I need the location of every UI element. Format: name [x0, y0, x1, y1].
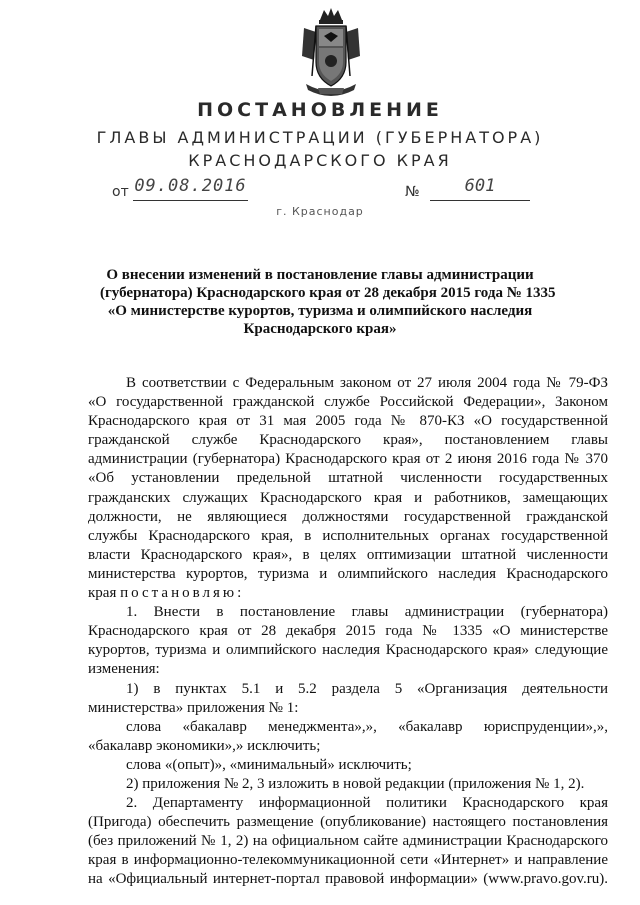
title-line: «О министерстве курортов, туризма и олимпийского наследия — [107, 303, 533, 319]
subitem-1-line: 1) в пунктах 5.1 и 5.2 раздела 5 «Организация деятельности — [126, 680, 608, 697]
body-line: службы Краснодарского края, в исполнительных органах государственной — [88, 527, 608, 544]
body-line — [88, 584, 608, 603]
subitem-1-line: министерства» приложения № 1: — [88, 699, 299, 716]
body-line: министерства курортов, туризма и олимпийского наследия Краснодарского — [88, 565, 608, 582]
body-line: гражданских служащих Краснодарского края и работников, замещающих — [88, 489, 608, 506]
words-line: «бакалавр экономики»,» исключить; — [88, 737, 321, 754]
words-line: слова «бакалавр менеджмента»,», «бакалавр юриспруденции»,», — [126, 718, 608, 735]
document-date: 09.08.2016 — [133, 176, 248, 201]
item-2-line: на «Официальный интернет-портал правовой информации» (www.pravo.gov.ru). — [88, 871, 608, 888]
item-2-line: (без приложений № 1, 2) на официальном сайте администрации Краснодарского — [88, 833, 608, 850]
item-1-line: курортов, туризма и олимпийского наследия Краснодарского края» следующие — [88, 642, 608, 659]
body-line: «Об установлении предельной штатной численности государственных — [88, 470, 608, 487]
resolve-word: постановляю: — [120, 585, 245, 602]
body-line: Краснодарского края от 31 мая 2005 года № 870-КЗ «О государственной — [88, 413, 608, 430]
resolve-prefix: края — [88, 585, 117, 602]
item-1-line: Краснодарского края от 28 декабря 2015 года № 1335 «О министерстве — [88, 623, 608, 640]
body-line: администрации (губернатора) Краснодарского края от 2 июня 2016 года № 370 — [88, 451, 608, 468]
document-body — [88, 374, 608, 890]
title-line: Краснодарского края» — [243, 321, 397, 337]
title-line: О внесении изменений в постановление главы администрации — [106, 267, 534, 283]
document-type-heading: ПОСТАНОВЛЕНИЕ — [197, 99, 443, 121]
date-prefix: от — [112, 184, 129, 200]
item-1-line: 1. Внести в постановление главы администрации (губернатора) — [126, 604, 608, 621]
date-number-line — [0, 176, 640, 204]
document-number: 601 — [430, 176, 530, 201]
issuer-heading: ГЛАВЫ АДМИНИСТРАЦИИ (ГУБЕРНАТОРА) — [96, 128, 544, 147]
item-2-line: (Пригода) обеспечить размещение (опубликование) настоящего постановления — [88, 814, 608, 831]
body-line: власти Краснодарского края», в целях оптимизации штатной численности — [88, 546, 608, 563]
body-line: В соответствии с Федеральным законом от 27 июля 2004 года № 79-ФЗ — [126, 375, 608, 391]
item-1-line: изменения: — [88, 661, 160, 678]
body-line: «О государственной гражданской службе Российской Федерации», Законом — [88, 394, 608, 411]
city-label: г. Краснодар — [276, 205, 364, 218]
krasnodar-coat-of-arms-icon — [298, 6, 364, 98]
body-line: гражданской службе Краснодарского края», постановлением главы — [88, 432, 608, 449]
item-2-line: 2. Департаменту информационной политики Краснодарского края — [126, 795, 608, 812]
document-title — [100, 266, 556, 338]
subitem-2-line: 2) приложения № 2, 3 изложить в новой редакции (приложения № 1, 2). — [126, 775, 585, 792]
body-line: должности, не являющиеся должностями государственной гражданской — [88, 508, 608, 525]
title-line: (губернатора) Краснодарского края от 28 декабря 2015 года № 1335 — [100, 285, 556, 301]
number-prefix: № — [405, 184, 420, 200]
item-2-line: края в информационно-телекоммуникационной сети «Интернет» и направление — [88, 852, 608, 869]
region-heading: КРАСНОДАРСКОГО КРАЯ — [188, 151, 452, 170]
words-line: слова «(опыт)», «минимальный» исключить; — [126, 756, 412, 773]
